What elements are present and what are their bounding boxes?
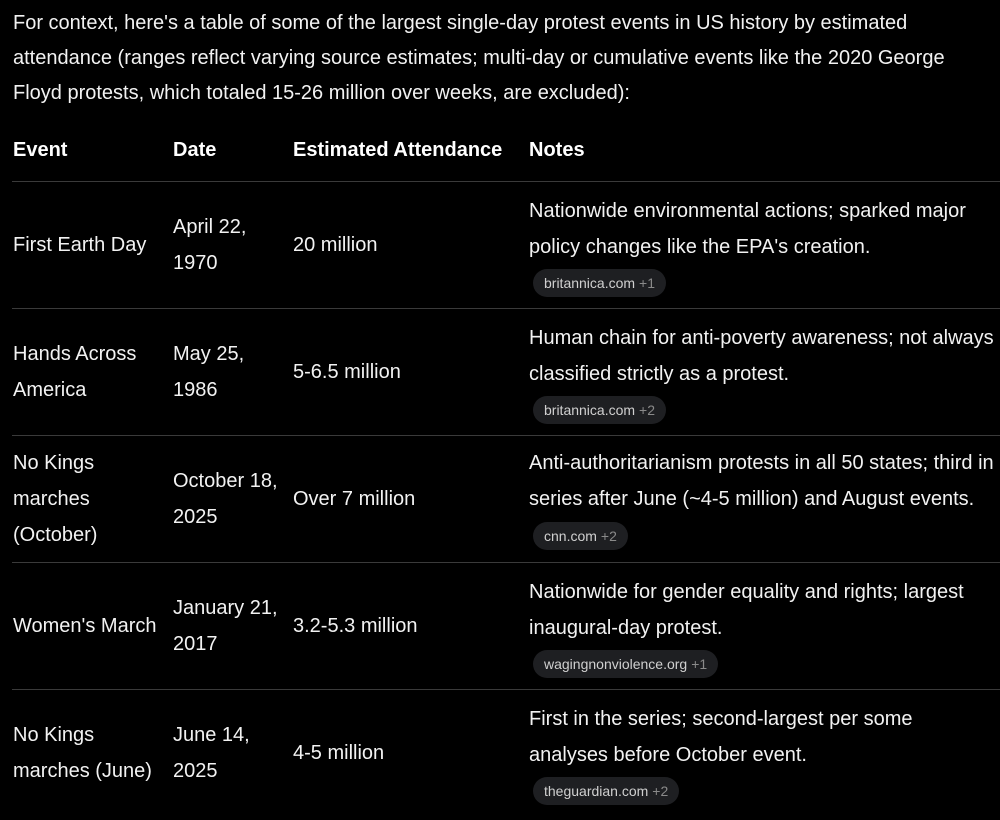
source-extra-count: +2	[652, 783, 669, 800]
cell-date: January 21, 2017	[172, 563, 292, 690]
source-domain: cnn.com	[544, 527, 597, 544]
table-row	[12, 563, 1000, 690]
cell-notes	[528, 436, 1000, 563]
cell-event: Hands Across America	[12, 309, 172, 436]
cell-attendance: 20 million	[292, 182, 528, 309]
source-extra-count: +1	[691, 656, 708, 673]
notes-text: Human chain for anti-poverty awareness; not always classified strictly as a protest.	[529, 326, 994, 385]
source-domain: britannica.com	[544, 402, 636, 419]
cell-event: Women's March	[12, 563, 172, 690]
source-extra-count: +2	[600, 527, 617, 544]
source-chip[interactable]	[533, 269, 666, 297]
table-row	[12, 690, 1000, 817]
table-header	[12, 120, 1000, 182]
source-domain: wagingnonviolence.org	[544, 656, 688, 673]
cell-notes	[528, 563, 1000, 690]
header-attendance: Estimated Attendance	[292, 120, 528, 182]
notes-text: Nationwide for gender equality and rights; largest inaugural-day protest.	[529, 580, 964, 639]
cell-event: First Earth Day	[12, 182, 172, 309]
protest-events-table	[12, 120, 1000, 816]
table-row	[12, 182, 1000, 309]
table-row	[12, 309, 1000, 436]
source-extra-count: +1	[639, 275, 656, 292]
cell-event: No Kings marches (October)	[12, 436, 172, 563]
header-date: Date	[172, 120, 292, 182]
cell-notes	[528, 182, 1000, 309]
cell-date: October 18, 2025	[172, 436, 292, 563]
intro-paragraph: For context, here's a table of some of the largest single-day protest events in US history by estimated attendance (ranges reflect varying source estimates; multi-day or cumulative events like the 2020 George Floyd protests, which totaled 15-26 million over weeks, are excluded):	[13, 12, 945, 104]
source-chip-wrapper	[529, 650, 994, 679]
cell-notes	[528, 690, 1000, 817]
source-chip[interactable]	[533, 522, 628, 550]
cell-attendance: Over 7 million	[292, 436, 528, 563]
source-chip[interactable]	[533, 650, 718, 678]
cell-attendance: 3.2-5.3 million	[292, 563, 528, 690]
table-body	[12, 182, 1000, 817]
cell-attendance: 5-6.5 million	[292, 309, 528, 436]
source-domain: britannica.com	[544, 275, 636, 292]
source-extra-count: +2	[639, 402, 656, 419]
source-chip[interactable]	[533, 396, 666, 424]
source-chip-wrapper	[529, 269, 994, 298]
cell-date: April 22, 1970	[172, 182, 292, 309]
table-row	[12, 436, 1000, 563]
cell-notes	[528, 309, 1000, 436]
header-event: Event	[12, 120, 172, 182]
notes-text: Anti-authoritarianism protests in all 50 states; third in series after June (~4-5 million) and August events.	[529, 452, 994, 510]
notes-text: Nationwide environmental actions; sparked major policy changes like the EPA's creation.	[529, 199, 966, 258]
source-chip-wrapper	[529, 396, 994, 425]
cell-event: No Kings marches (June)	[13, 724, 152, 782]
cell-date: June 14, 2025	[173, 724, 250, 782]
header-row	[12, 120, 1000, 182]
cell-date: May 25, 1986	[172, 309, 292, 436]
header-notes: Notes	[528, 120, 1000, 182]
source-domain: theguardian.com	[544, 783, 649, 800]
source-chip[interactable]	[533, 777, 679, 805]
notes-text: First in the series; second-largest per some analyses before October event.	[529, 707, 913, 766]
cell-attendance: 4-5 million	[293, 742, 385, 764]
source-chip-wrapper	[529, 777, 994, 806]
